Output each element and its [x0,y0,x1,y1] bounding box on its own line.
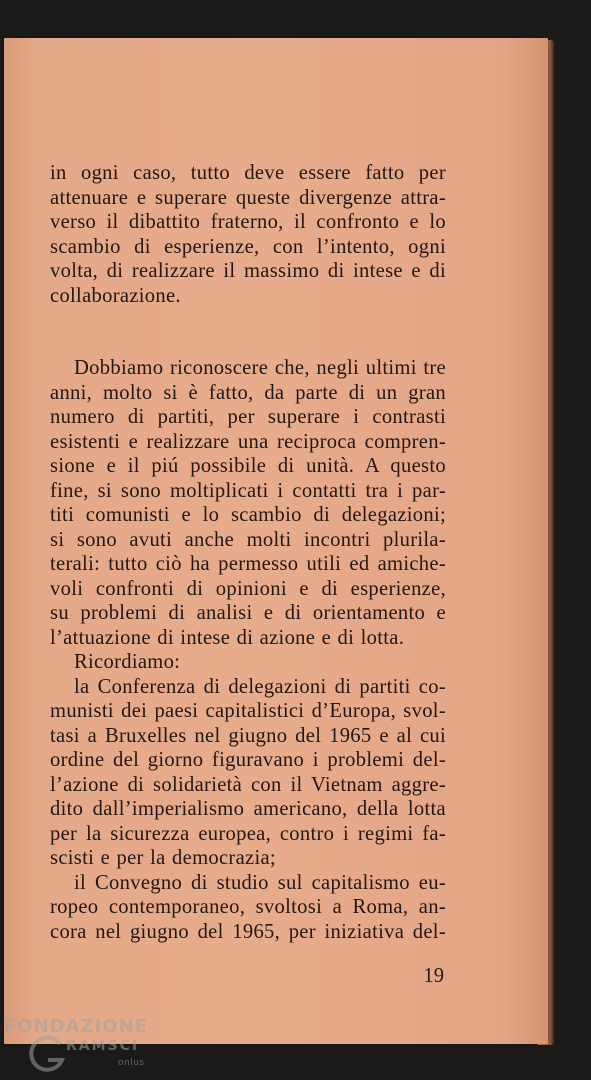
text-line: scambio di esperienze, con l’intento, ogni [50,235,446,258]
book-page [4,38,548,1044]
text-line: volta, di realizzare il massimo di intese e di [50,260,446,282]
text-line: anni, molto si è fatto, da parte di un gran [50,381,446,404]
paragraph-2 [50,356,446,944]
g-logo-icon [24,1034,68,1074]
archive-watermark [0,1014,160,1074]
text-line: dito dall’imperialismo americano, della lotta [50,798,446,820]
text-line: ordine del giorno figuravano i problemi del- [50,749,446,771]
text-line: ropeo contemporaneo, svoltosi a Roma, an- [50,896,446,918]
text-line: terali: tutto ciò ha permesso utili ed amiche- [50,553,446,575]
watermark-line-3: onlus [118,1058,145,1068]
text-line: voli confronti di opinioni e di esperienze, [50,577,446,600]
text-line: munisti dei paesi capitalistici d’Europa, svol- [50,700,446,722]
text-line: esistenti e realizzare una reciproca compren- [50,430,446,453]
text-line: l’azione di solidarietà con il Vietnam aggre- [50,773,446,796]
text-line: numero di partiti, per superare i contrasti [50,406,446,428]
text-line: si sono avuti anche molti incontri plurila- [50,528,446,551]
text-line: cora nel giugno del 1965, per iniziativa del- [50,920,446,943]
text-line: Dobbiamo riconoscere che, negli ultimi tre [74,357,446,379]
watermark-line-2: RAMSCI [66,1038,140,1054]
text-line: la Conferenza di delegazioni di partiti co- [74,675,446,698]
text-line: tasi a Bruxelles nel giugno del 1965 e al cui [50,724,446,747]
page-number: 19 [423,965,444,987]
text-line: il Convegno di studio sul capitalismo eu- [74,871,446,894]
text-line: titi comunisti e lo scambio di delegazioni; [50,504,446,526]
text-line: fine, si sono moltiplicati i contatti tra i par- [50,479,446,502]
text-line: l’attuazione di intese di azione e di lotta. [50,626,405,649]
text-line: scisti e per la democrazia; [50,847,276,869]
text-line: Ricordiamo: [74,651,181,673]
watermark-line-1: FONDAZIONE [4,1016,148,1037]
text-line: in ogni caso, tutto deve essere fatto per [50,162,446,184]
text-line: sione e il piú possibile di unità. A questo [50,455,446,477]
paragraph-1 [50,161,446,308]
text-line: collaborazione. [50,284,181,307]
text-line: per la sicurezza europea, contro i regimi fa- [50,822,446,845]
text-line: attenuare e superare queste divergenze attra- [50,186,446,209]
text-line: su problemi di analisi e di orientamento e [50,602,446,624]
text-line: verso il dibattito fraterno, il confronto e lo [50,211,446,233]
